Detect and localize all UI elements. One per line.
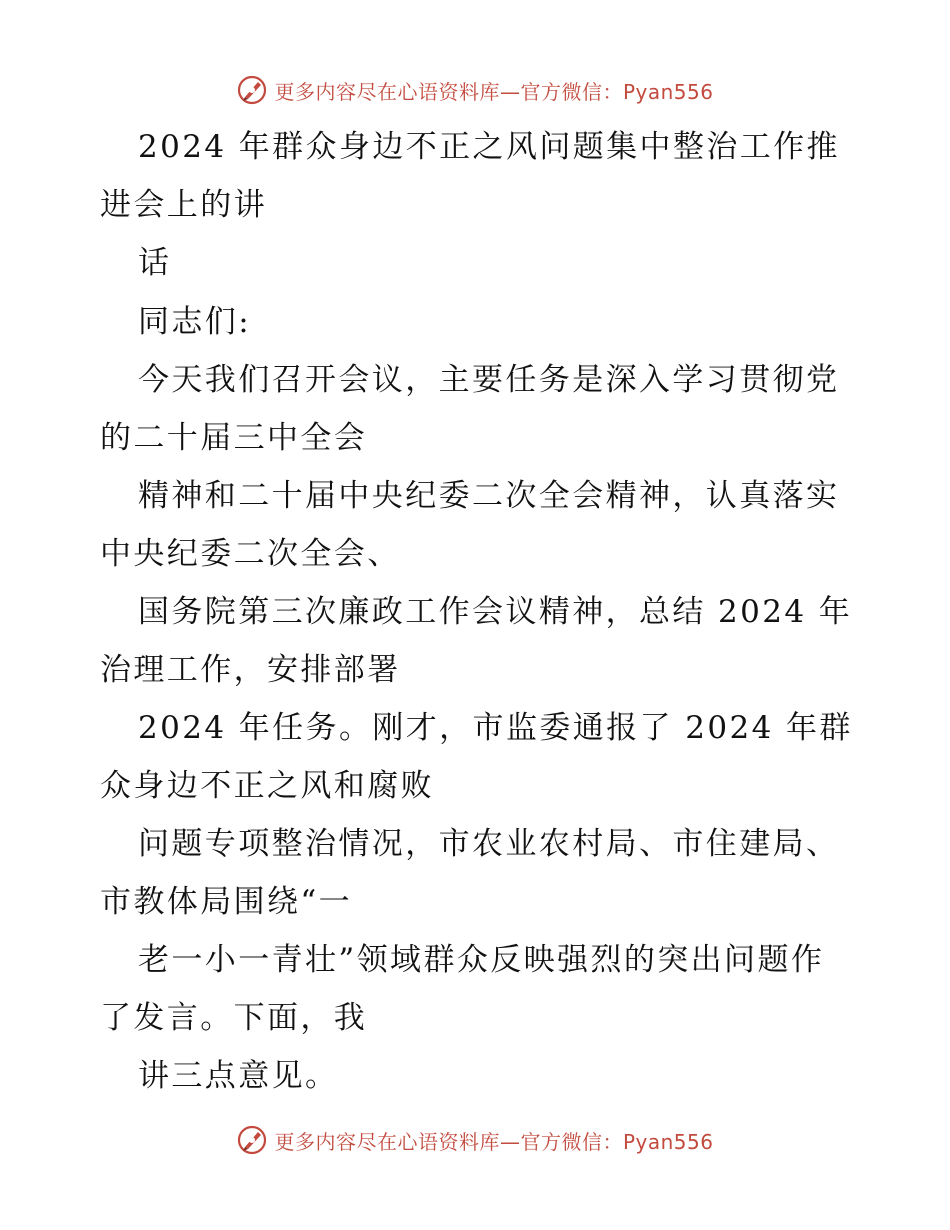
- watermark-text: 更多内容尽在心语资料库—官方微信：Pyan556: [274, 1129, 714, 1154]
- doc-line: 话: [138, 245, 172, 281]
- doc-line: 问题专项整治情况，市农业农村局、市住建局、: [138, 826, 840, 862]
- doc-line: 了发言。下面，我: [100, 1000, 368, 1036]
- doc-line: 国务院第三次廉政工作会议精神，总结 2024 年: [138, 594, 853, 630]
- footer-watermark: [0, 1120, 950, 1160]
- doc-line: 众身边不正之风和腐败: [100, 768, 434, 804]
- doc-line: 今天我们召开会议，主要任务是深入学习贯彻党: [138, 362, 840, 398]
- doc-line: 2024 年群众身边不正之风问题集中整治工作推: [138, 129, 840, 165]
- doc-line: 2024 年任务。刚才，市监委通报了 2024 年群: [138, 710, 853, 746]
- doc-line: 中央纪委二次全会、: [100, 536, 401, 572]
- watermark-text: 更多内容尽在心语资料库—官方微信：Pyan556: [274, 79, 714, 104]
- doc-line: 的二十届三中全会: [100, 420, 368, 456]
- doc-line: 讲三点意见。: [138, 1058, 339, 1094]
- quill-pen-in-circle-icon: [236, 1124, 268, 1156]
- doc-line: 老一小一青壮”领域群众反映强烈的突出问题作: [138, 942, 825, 978]
- doc-line: 同志们:: [138, 304, 252, 340]
- doc-line: 治理工作，安排部署: [100, 652, 401, 688]
- doc-line: 精神和二十届中央纪委二次全会精神，认真落实: [138, 478, 840, 514]
- doc-line: 进会上的讲: [100, 187, 267, 223]
- doc-line: 市教体局围绕“一: [100, 884, 353, 920]
